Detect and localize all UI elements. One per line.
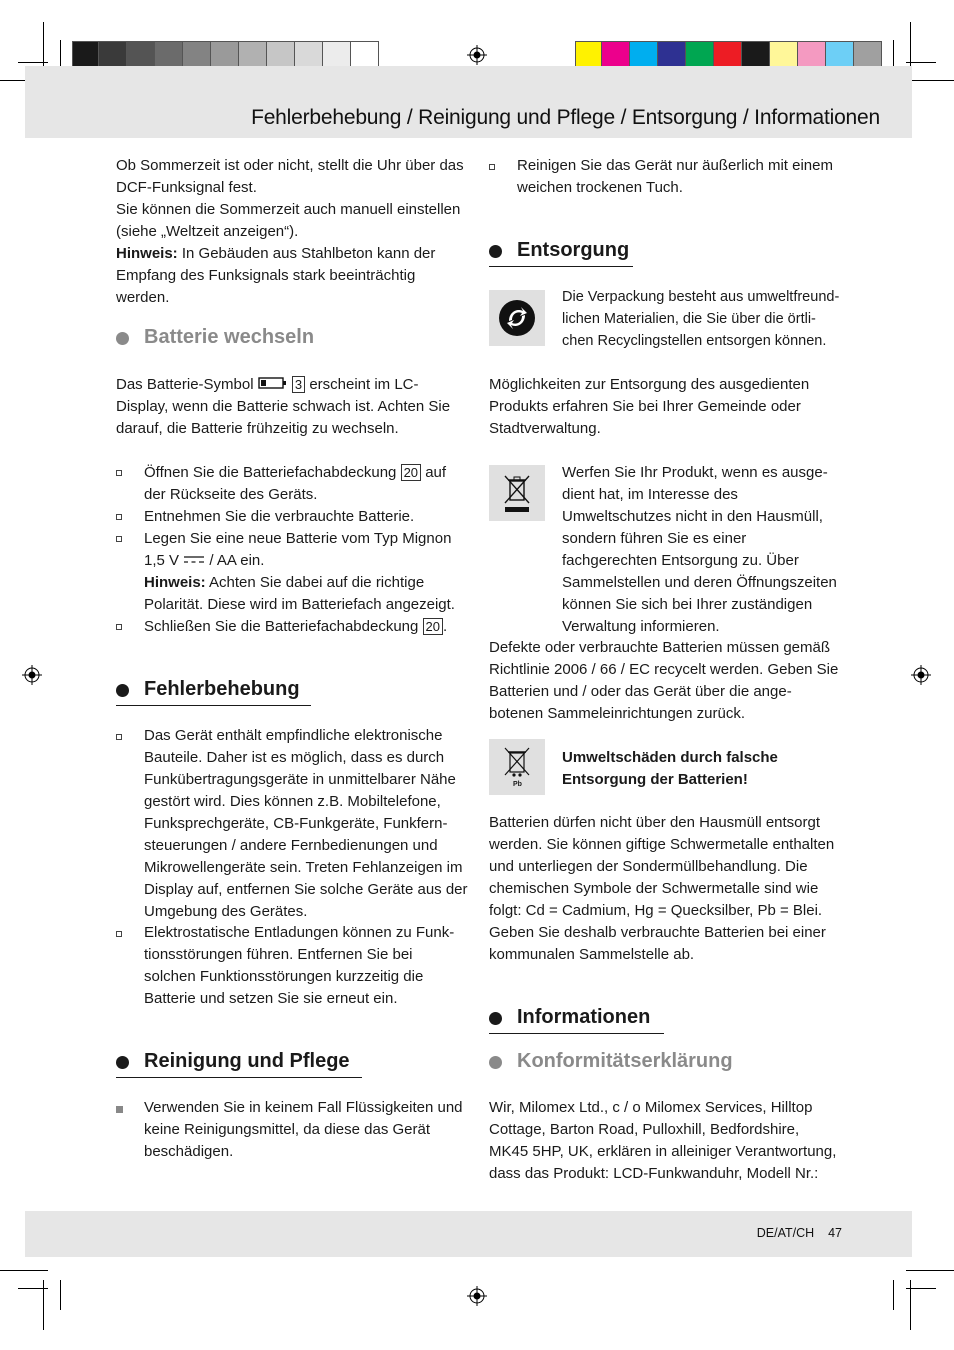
step3-text: Legen Sie eine neue Batterie vom Typ Mignon 1,5 V — [144, 530, 452, 569]
list-bullet-icon — [116, 536, 122, 542]
list-bullet-icon — [116, 1106, 123, 1113]
color-swatch — [211, 41, 239, 68]
battery-heading: Batterie wechseln — [144, 326, 315, 348]
color-swatch — [826, 41, 854, 68]
pb-label: Pb — [513, 781, 522, 788]
color-swatch — [155, 41, 183, 68]
conformity-heading: Konformitätserklärung — [517, 1050, 733, 1072]
recycling-icon — [489, 290, 545, 346]
section-bullet-icon — [116, 684, 129, 697]
color-swatch — [267, 41, 295, 68]
color-swatch — [127, 41, 155, 68]
list-item: Das Gerät enthält empfindliche elektronische Bauteile. Daher ist es möglich, dass es durch Funkübertragungsgeräte in unmittelbarer Nähe gestört wird. Dies können z.B. Mobiltelefone, Funksprechgeräte, CB-Funkgeräte, Funkfern-steuerungen / andere Fernbedienungen und Mikrowellengeräte sein. Treten Fehlanzeigen im Display auf, entfernen Sie solche Geräte aus der Umgebung des Gerätes. — [144, 727, 468, 920]
heading-underline — [489, 266, 633, 267]
registration-mark-icon — [22, 665, 42, 685]
color-swatch — [602, 41, 630, 68]
color-swatch — [295, 41, 323, 68]
heading-underline — [489, 1033, 664, 1034]
info-heading: Informationen — [517, 1006, 651, 1028]
section-bullet-icon — [116, 1056, 129, 1069]
section-bullet-icon — [489, 1056, 502, 1069]
dc-symbol-icon — [183, 555, 205, 565]
footer-region: DE/AT/CH — [756, 1226, 815, 1240]
list-item: Entnehmen Sie die verbrauchte Batterie. — [144, 508, 415, 525]
crop-mark — [906, 1270, 954, 1271]
list-bullet-icon — [489, 164, 495, 170]
color-swatch — [770, 41, 798, 68]
crop-mark — [0, 1270, 48, 1271]
step4-ref: 20 — [423, 618, 443, 635]
crop-mark — [910, 22, 911, 72]
disposal-heading: Entsorgung — [517, 239, 630, 261]
color-swatch — [742, 41, 770, 68]
battery-ref: 3 — [292, 376, 305, 393]
list-item — [144, 528, 468, 616]
color-swatch — [239, 41, 267, 68]
weee-bin-icon — [489, 465, 545, 521]
color-swatch — [798, 41, 826, 68]
color-swatch — [575, 41, 602, 68]
hint-label: Hinweis: — [144, 574, 206, 591]
crop-mark — [18, 62, 48, 63]
battery-symbol-icon — [258, 376, 288, 390]
list-bullet-icon — [116, 931, 122, 937]
registration-mark-icon — [467, 45, 487, 65]
step3-hint: Achten Sie dabei auf die richtige Polarität. Diese wird im Batteriefach angezeigt. — [144, 574, 455, 613]
battery-warning: Umweltschäden durch falsche Entsorgung der Batterien! — [562, 749, 778, 788]
color-swatch — [686, 41, 714, 68]
step1-text: Öffnen Sie die Batteriefachabdeckung — [144, 464, 397, 481]
weee-text: Werfen Sie Ihr Produkt, wenn es ausge-dient hat, im Interesse des Umweltschutzes nicht in den Hausmüll, sondern führen Sie es einer fachgerechten Entsorgung zu. Über Sammelstellen und deren Öffnungszeiten können Sie sich bei Ihrer zuständigen Verwaltung informieren. — [562, 464, 837, 635]
color-swatch — [323, 41, 351, 68]
color-swatch — [351, 41, 379, 68]
color-swatch — [714, 41, 742, 68]
heavy-metals-text: Batterien dürfen nicht über den Hausmüll entsorgt werden. Sie können giftige Schwermetalle enthalten und unterliegen der Sondermüllbehandlung. Die chemischen Symbole der Schwermetalle sind wie folgt: Cd = Cadmium, Hg = Quecksilber, Pb = Blei. Geben Sie deshalb verbrauchte Batterien bei einer kommunalen Sammelstelle ab. — [489, 814, 835, 963]
list-bullet-icon — [116, 470, 122, 476]
battery-paragraph — [116, 374, 468, 440]
step3-text-b: / AA ein. — [209, 552, 265, 569]
list-bullet-icon — [116, 624, 122, 630]
page-number: 47 — [828, 1226, 842, 1240]
conformity-text: Wir, Milomex Ltd., c / o Milomex Services, Hilltop Cottage, Barton Road, Pulloxhill, Bedfordshire, MK45 5HP, UK, erklären in alleiniger Verantwortung, dass das Produkt: LCD-Funkwanduhr, Modell Nr.: — [489, 1099, 837, 1182]
heading-underline — [116, 705, 311, 706]
section-bullet-icon — [489, 245, 502, 258]
color-swatch — [630, 41, 658, 68]
battery-para-a: Das Batterie-Symbol — [116, 376, 254, 393]
fault-heading: Fehlerbehebung — [144, 678, 300, 700]
hint-label: Hinweis: — [116, 245, 178, 262]
page-title: Fehlerbehebung / Reinigung und Pflege / Entsorgung / Informationen — [251, 106, 880, 129]
crop-mark — [906, 62, 936, 63]
intro-text-1: Ob Sommerzeit ist oder nicht, stellt die Uhr über das DCF-Funksignal fest. — [116, 157, 464, 196]
step1-ref: 20 — [401, 464, 421, 481]
crop-mark — [43, 22, 44, 72]
step1-text-b: auf der Rückseite des Geräts. — [144, 464, 447, 503]
list-bullet-icon — [116, 734, 122, 740]
crop-mark — [906, 80, 954, 81]
list-item — [144, 462, 468, 506]
color-swatch — [854, 41, 882, 68]
list-item: Reinigen Sie das Gerät nur äußerlich mit einem weichen trockenen Tuch. — [517, 157, 833, 196]
battery-directive-text: Defekte oder verbrauchte Batterien müssen gemäß Richtlinie 2006 / 66 / EC recycelt werden. Geben Sie Batterien und / oder das Gerät über die ange-botenen Sammeleinrichtungen zurück. — [489, 639, 839, 722]
intro-hint — [116, 243, 468, 309]
battery-para-b: erscheint im LC-Display, wenn die Batterie schwach ist. Achten Sie darauf, die Batterie frühzeitig zu wechseln. — [116, 376, 451, 437]
heading-underline — [116, 1077, 362, 1078]
color-swatch — [72, 41, 99, 68]
list-item — [144, 616, 468, 638]
intro-text-2: Sie können die Sommerzeit auch manuell einstellen (siehe „Weltzeit anzeigen“). — [116, 201, 461, 240]
footer — [757, 1226, 842, 1240]
crop-mark — [60, 1280, 61, 1310]
section-bullet-icon — [489, 1012, 502, 1025]
color-swatch — [183, 41, 211, 68]
section-bullet-icon — [116, 332, 129, 345]
registration-mark-icon — [911, 665, 931, 685]
list-item: Elektrostatische Entladungen können zu Funk-tionsstörungen führen. Entfernen Sie bei solchen Funktionsstörungen kurzzeitig die Batterie und setzen Sie sie erneut ein. — [144, 924, 455, 1007]
color-swatch — [99, 41, 127, 68]
color-swatch — [658, 41, 686, 68]
battery-bin-icon — [489, 739, 545, 795]
disposal-options-text: Möglichkeiten zur Entsorgung des ausgedienten Produkts erfahren Sie bei Ihrer Gemeinde oder Stadtverwaltung. — [489, 376, 810, 437]
hint-text: In Gebäuden aus Stahlbeton kann der Empfang des Funksignals stark beeinträchtig werden. — [116, 245, 436, 306]
care-heading: Reinigung und Pflege — [144, 1050, 350, 1072]
recycle-text: Die Verpackung besteht aus umweltfreund-lichen Materialien, die Sie über die örtli-chen Recyclingstellen entsorgen können. — [562, 289, 840, 349]
step4-text-b: . — [442, 618, 448, 635]
crop-mark — [906, 1288, 936, 1289]
crop-mark — [18, 1288, 48, 1289]
step4-text: Schließen Sie die Batteriefachabdeckung — [144, 618, 419, 635]
intro-paragraph — [116, 155, 468, 309]
registration-mark-icon — [467, 1286, 487, 1306]
list-item: Verwenden Sie in keinem Fall Flüssigkeiten und keine Reinigungsmittel, da diese das Gerät beschädigen. — [144, 1099, 463, 1160]
crop-mark — [893, 1280, 894, 1310]
list-bullet-icon — [116, 514, 122, 520]
